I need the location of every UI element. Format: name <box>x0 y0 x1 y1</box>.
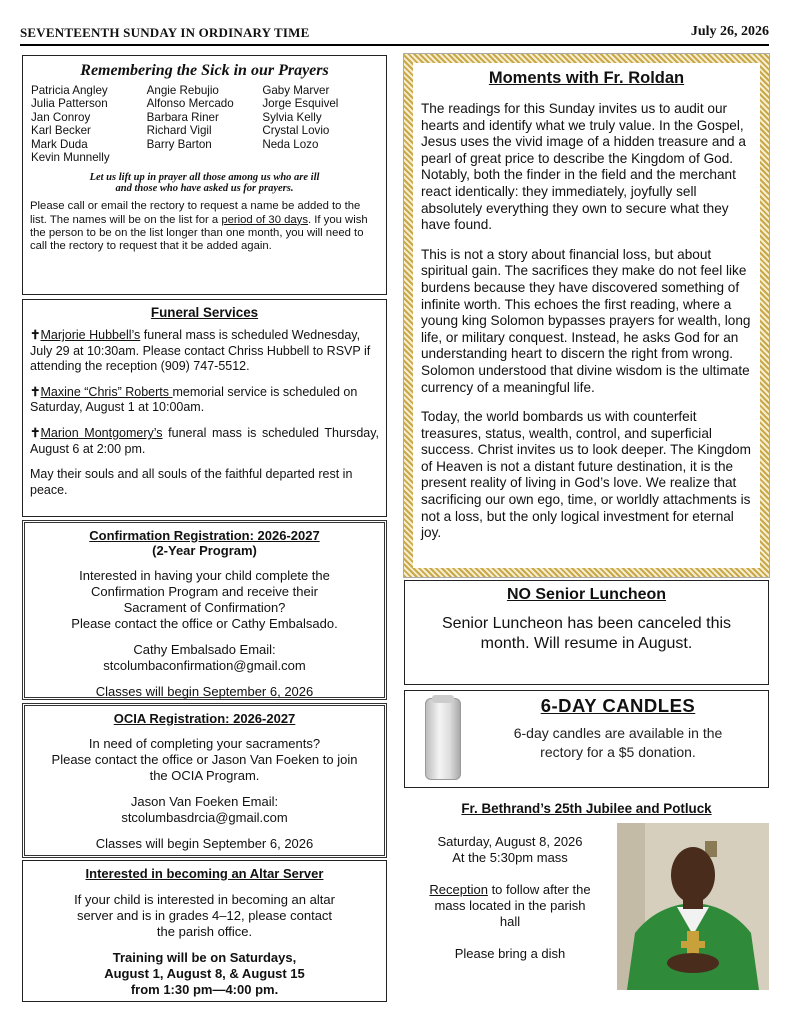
body-line: month. Will resume in August. <box>480 635 693 652</box>
sick-name: Crystal Lovio <box>262 124 330 138</box>
jubilee-date: Saturday, August 8, 2026 <box>437 834 583 849</box>
funeral-title: Funeral Services <box>150 305 259 320</box>
sick-name: Barry Barton <box>146 137 212 151</box>
body-line: If your child is interested in becoming an altar <box>74 892 335 907</box>
confirmation-box <box>22 520 387 700</box>
sick-name: Jorge Esquivel <box>262 97 339 111</box>
deceased-name: Maxine “Chris” Roberts <box>40 384 173 399</box>
funeral-text: funeral mass is scheduled Wednesday, July 29 at 10:30am. Please contact Chriss Hubbell to RSVP if attending the reception (909) 747-5512. <box>30 328 371 374</box>
sick-name: Mark Duda <box>31 137 88 151</box>
cross-icon: ✝ <box>30 425 41 440</box>
funeral-text: memorial service is scheduled on Saturday, August 1 at 10:00am. <box>30 384 358 415</box>
body-line: In need of completing your sacraments? <box>88 736 321 751</box>
body-line: Please contact the office or Cathy Embalsado. <box>71 616 338 631</box>
funeral-services-box <box>22 299 387 517</box>
sick-prayers-box <box>22 55 387 295</box>
deceased-name: Marjorie Hubbell’s <box>40 328 141 342</box>
training-line: Training will be on Saturdays, <box>112 950 297 965</box>
ocia-title: OCIA Registration: 2026-2027 <box>113 711 296 726</box>
sick-col-1 <box>31 84 147 164</box>
sick-name: Alfonso Mercado <box>146 97 234 111</box>
ocia-box <box>22 703 387 858</box>
email-label: Jason Van Foeken Email: <box>130 794 279 809</box>
confirmation-contact <box>25 642 384 674</box>
candle-image <box>425 698 461 780</box>
altar-training <box>23 950 386 998</box>
sick-col-3 <box>262 84 378 164</box>
jubilee-title: Fr. Bethrand’s 25th Jubilee and Potluck <box>461 801 712 816</box>
body-line: Confirmation Program and receive their <box>91 584 318 599</box>
funeral-entry <box>23 328 386 375</box>
jubilee-dish: Please bring a dish <box>454 946 566 961</box>
roldan-box <box>403 53 770 578</box>
body-line: the parish office. <box>156 924 253 939</box>
body-line: Senior Luncheon has been canceled this <box>441 615 732 632</box>
sick-name: Karl Becker <box>31 124 91 138</box>
training-line: from 1:30 pm—4:00 pm. <box>130 982 279 997</box>
funeral-closing: May their souls and all souls of the faithful departed rest in peace. <box>30 467 353 497</box>
priest-illustration <box>617 823 769 990</box>
sick-text: Please call or email the rectory to request a name be added to the list. The names will be on the list for a <box>30 200 361 226</box>
candles-title: 6-DAY CANDLES <box>540 695 696 716</box>
prayer-intention <box>23 172 386 194</box>
header-rule <box>20 44 769 46</box>
reception-word: Reception <box>429 882 488 897</box>
sick-instructions <box>23 200 386 253</box>
cross-icon: ✝ <box>30 384 41 399</box>
luncheon-box <box>404 580 769 685</box>
prayer-line: and those who have asked us for prayers. <box>115 183 294 195</box>
roldan-title: Moments with Fr. Roldan <box>488 69 685 87</box>
header-date: July 26, 2026 <box>690 24 769 39</box>
luncheon-body <box>405 614 768 654</box>
sick-names <box>23 84 386 164</box>
sick-period: period of 30 days <box>221 213 308 226</box>
sick-name: Gaby Marver <box>262 84 330 97</box>
ocia-classes: Classes will begin September 6, 2026 <box>95 836 314 851</box>
reception-text: to follow after the <box>487 882 591 897</box>
sick-name: Kevin Munnelly <box>31 151 110 165</box>
jubilee-time: At the 5:30pm mass <box>452 850 568 865</box>
prayer-line: Let us lift up in prayer all those among us who are ill <box>89 172 320 184</box>
body-line: Please contact the office or Jason Van Foeken to join <box>51 752 358 767</box>
sick-name: Julia Patterson <box>31 97 108 111</box>
cross-icon: ✝ <box>30 328 41 342</box>
confirmation-title: Confirmation Registration: 2026-2027 <box>89 528 320 543</box>
confirmation-subtitle: (2-Year Program) <box>152 543 257 558</box>
confirmation-classes: Classes will begin September 6, 2026 <box>95 684 314 699</box>
ocia-contact <box>25 794 384 826</box>
altar-server-box <box>22 860 387 1002</box>
email-address: stcolumbasdrcia@gmail.com <box>121 810 288 825</box>
sick-name: Richard Vigil <box>146 124 212 138</box>
jubilee-details <box>404 834 616 962</box>
body-line: 6-day candles are available in the <box>513 725 723 741</box>
sick-col-2 <box>147 84 263 164</box>
priest-photo <box>617 823 769 990</box>
deceased-name: Marion Montgomery’s <box>40 425 163 440</box>
candles-text <box>478 695 758 762</box>
funeral-text: funeral mass is scheduled Thursday, August 6 at 2:00 pm. <box>30 425 380 456</box>
jubilee-reception <box>404 882 616 898</box>
sick-text: . If you wish the person to be on the list longer than one month, you will need to call the rectory to request that it be added again. <box>30 213 368 253</box>
email-label: Cathy Embalsado Email: <box>133 642 276 657</box>
luncheon-title: NO Senior Luncheon <box>506 586 667 603</box>
sick-name: Barbara Riner <box>146 110 219 124</box>
body-line: Interested in having your child complete the <box>79 568 330 583</box>
roldan-paragraph: The readings for this Sunday invites us to audit our hearts and identify what we truly value. In the Gospel, Jesus uses the vivid image of a hidden treasure and a pearl of great price to describe the Kingdom of God. Notably, both the finder in the field and the merchant react identically: they immediately, joyfully sell absolutely everything they own to secure what they have found. <box>421 101 746 233</box>
sick-name: Neda Lozo <box>262 137 319 151</box>
roldan-paragraph: Today, the world bombards us with counterfeit treasures, status, wealth, control, and superficial success. Christ invites us to look deeper. The Kingdom of Heaven is not a distant future destination, it is the present reality of living in God’s love. We realize that sacrificing our own ego, time, or worldly attachments is not a loss, but the only logical investment for eternal joy. <box>421 409 751 541</box>
email-address: stcolumbaconfirmation@gmail.com <box>103 658 306 673</box>
ocia-body <box>25 736 384 784</box>
roldan-content <box>413 63 760 568</box>
header-title: SEVENTEENTH SUNDAY IN ORDINARY TIME <box>20 25 310 40</box>
roldan-paragraph: This is not a story about financial loss, but about spiritual gain. The sacrifices they make do not feel like burdens because they have discovered something of infinite worth. This echoes the first reading, where a young king Solomon bypasses prayers for wealth, long life, or military conquest. Instead, he asks God for an understanding heart to discern the right from wrong. Solomon understood that divine wisdom is the ultimate currency of a meaningful life. <box>421 246 751 395</box>
funeral-entry <box>23 385 386 416</box>
body-line: the OCIA Program. <box>149 768 260 783</box>
funeral-entry <box>23 426 386 457</box>
reception-text: hall <box>499 914 521 929</box>
altar-body <box>23 892 386 940</box>
candles-body <box>478 724 758 762</box>
body-line: rectory for a $5 donation. <box>540 744 696 760</box>
body-line: server and is in grades 4–12, please contact <box>76 908 333 923</box>
sick-name: Sylvia Kelly <box>262 110 322 124</box>
sick-name: Angie Rebujio <box>146 84 219 97</box>
confirmation-body <box>25 568 384 632</box>
sick-name: Patricia Angley <box>31 84 108 97</box>
training-line: August 1, August 8, & August 15 <box>104 966 305 981</box>
altar-title: Interested in becoming an Altar Server <box>85 866 324 881</box>
reception-text: mass located in the parish <box>434 898 586 913</box>
sick-title: Remembering the Sick in our Prayers <box>80 62 329 79</box>
body-line: Sacrament of Confirmation? <box>123 600 286 615</box>
sick-name: Jan Conroy <box>31 110 91 124</box>
